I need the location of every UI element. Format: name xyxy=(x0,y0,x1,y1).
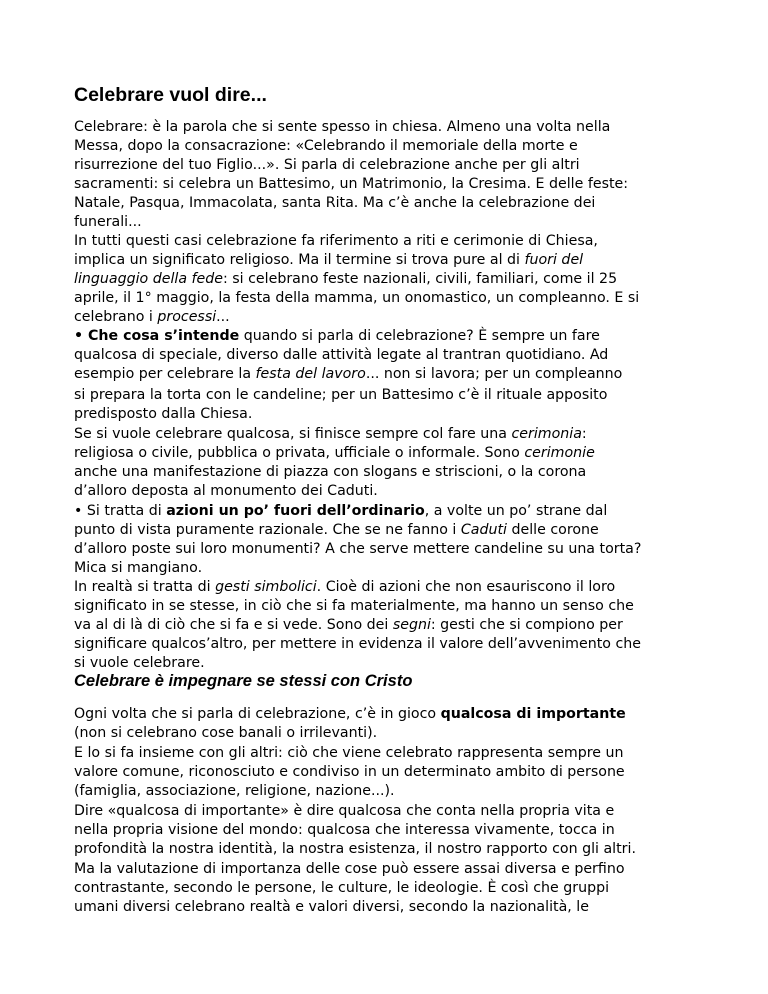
paragraph-symbolic-gestures xyxy=(74,578,724,673)
text-line xyxy=(74,308,724,327)
paragraph-religious-meaning xyxy=(74,232,724,327)
text-run: : xyxy=(581,426,587,442)
bold-run: qualcosa di importante xyxy=(440,706,626,722)
text-run: , a volte un po’ strane dal xyxy=(424,503,608,519)
text-line: profondità la nostra identità, la nostra esistenza, il nostro rapporto con gli altri. xyxy=(74,841,636,857)
text-line: funerali... xyxy=(74,214,142,230)
italic-run: festa del lavoro xyxy=(255,366,366,382)
text-line: predisposto dalla Chiesa. xyxy=(74,406,253,422)
text-line xyxy=(74,365,724,384)
text-run: va al di là di ciò che si fa e si vede. Sono dei xyxy=(74,617,393,633)
italic-run: cerimonia xyxy=(511,426,582,442)
italic-run: cerimonie xyxy=(524,445,595,461)
text-line: si prepara la torta con le candeline; per un Battesimo c’è il rituale apposito xyxy=(74,387,608,403)
bold-run: • Che cosa s’intende xyxy=(74,328,240,344)
text-line: si vuole celebrare. xyxy=(74,655,205,671)
text-run: In realtà si tratta di xyxy=(74,579,216,595)
text-line: umani diversi celebrano realtà e valori diversi, secondo la nazionalità, le xyxy=(74,899,589,915)
text-run: Se si vuole celebrare qualcosa, si finisce sempre col fare una xyxy=(74,426,512,442)
text-line: significare qualcos’altro, per mettere in evidenza il valore dell’avvenimento che xyxy=(74,636,641,652)
text-line: qualcosa di speciale, diverso dalle attività legate al trantran quotidiano. Ad xyxy=(74,347,609,363)
text-run: implica un significato religioso. Ma il termine si trova pure al di xyxy=(74,252,525,268)
italic-run: linguaggio della fede xyxy=(74,271,223,287)
section-subtitle: Celebrare è impegnare se stessi con Cristo xyxy=(74,672,413,690)
page-title: Celebrare vuol dire... xyxy=(74,84,267,106)
text-line: d’alloro deposta al monumento dei Caduti. xyxy=(74,483,378,499)
text-line xyxy=(74,502,724,521)
text-line: Ma la valutazione di importanza delle cose può essere assai diversa e perfino xyxy=(74,861,625,877)
text-line: (famiglia, associazione, religione, nazione...). xyxy=(74,783,395,799)
paragraph-something-important xyxy=(74,705,724,743)
text-line: Messa, dopo la consacrazione: «Celebrando il memoriale della morte e xyxy=(74,138,578,154)
paragraph-extraordinary-actions xyxy=(74,502,724,578)
text-line: Celebrare: è la parola che si sente spesso in chiesa. Almeno una volta nella xyxy=(74,119,611,135)
italic-run: segni xyxy=(392,617,431,633)
paragraph-ceremony xyxy=(74,425,724,501)
text-run: Ogni volta che si parla di celebrazione, c’è in gioco xyxy=(74,706,441,722)
paragraph-together xyxy=(74,744,724,801)
text-line: Natale, Pasqua, Immacolata, santa Rita. Ma c’è anche la celebrazione dei xyxy=(74,195,596,211)
text-line xyxy=(74,425,724,444)
bold-run: azioni un po’ fuori dell’ordinario xyxy=(166,503,425,519)
text-line: E lo si fa insieme con gli altri: ciò che viene celebrato rappresenta sempre un xyxy=(74,745,624,761)
text-line: contrastante, secondo le persone, le culture, le ideologie. È così che gruppi xyxy=(74,880,610,896)
text-line xyxy=(74,251,724,270)
paragraph-identity xyxy=(74,802,724,859)
italic-run: Caduti xyxy=(460,522,507,538)
text-run: ... non si lavora; per un compleanno xyxy=(365,366,623,382)
text-run: quando si parla di celebrazione? È sempre un fare xyxy=(239,328,600,344)
text-run: punto di vista puramente razionale. Che se ne fanno i xyxy=(74,522,461,538)
italic-run: fuori del xyxy=(524,252,584,268)
text-run: celebrano i xyxy=(74,309,158,325)
text-line xyxy=(74,705,724,724)
paragraph-intro xyxy=(74,118,724,232)
text-line: aprile, il 1° maggio, la festa della mamma, un onomastico, un compleanno. E si xyxy=(74,290,640,306)
paragraph-continuation xyxy=(74,386,724,424)
text-run: . Cioè di azioni che non esauriscono il loro xyxy=(316,579,616,595)
text-line: valore comune, riconosciuto e condiviso in un determinato ambito di persone xyxy=(74,764,625,780)
text-line: risurrezione del tuo Figlio...». Si parla di celebrazione anche per gli altri xyxy=(74,157,580,173)
text-line: d’alloro poste sui loro monumenti? A che serve mettere candeline su una torta? xyxy=(74,541,642,557)
text-line: significato in se stesse, in ciò che si fa materialmente, ma hanno un senso che xyxy=(74,598,634,614)
text-line xyxy=(74,521,724,540)
italic-run: gesti simbolici xyxy=(215,579,317,595)
paragraph-values xyxy=(74,860,724,917)
text-run: esempio per celebrare la xyxy=(74,366,256,382)
text-line: (non si celebrano cose banali o irrilevanti). xyxy=(74,725,378,741)
text-line xyxy=(74,616,724,635)
text-line xyxy=(74,444,724,463)
text-line: In tutti questi casi celebrazione fa riferimento a riti e cerimonie di Chiesa, xyxy=(74,233,598,249)
text-run: : gesti che si compiono per xyxy=(430,617,623,633)
text-line xyxy=(74,327,724,346)
paragraph-what-it-means xyxy=(74,327,724,384)
text-run: • Si tratta di xyxy=(74,503,167,519)
text-line xyxy=(74,270,724,289)
text-run: ... xyxy=(216,309,230,325)
text-line: sacramenti: si celebra un Battesimo, un Matrimonio, la Cresima. E delle feste: xyxy=(74,176,629,192)
text-run: delle corone xyxy=(506,522,599,538)
italic-run: processi xyxy=(157,309,217,325)
text-line: anche una manifestazione di piazza con slogans e striscioni, o la corona xyxy=(74,464,587,480)
text-line xyxy=(74,578,724,597)
text-line: nella propria visione del mondo: qualcosa che interessa vivamente, tocca in xyxy=(74,822,615,838)
text-run: : si celebrano feste nazionali, civili, familiari, come il 25 xyxy=(223,271,618,287)
text-line: Mica si mangiano. xyxy=(74,560,203,576)
text-line: Dire «qualcosa di importante» è dire qualcosa che conta nella propria vita e xyxy=(74,803,615,819)
text-run: religiosa o civile, pubblica o privata, ufficiale o informale. Sono xyxy=(74,445,525,461)
